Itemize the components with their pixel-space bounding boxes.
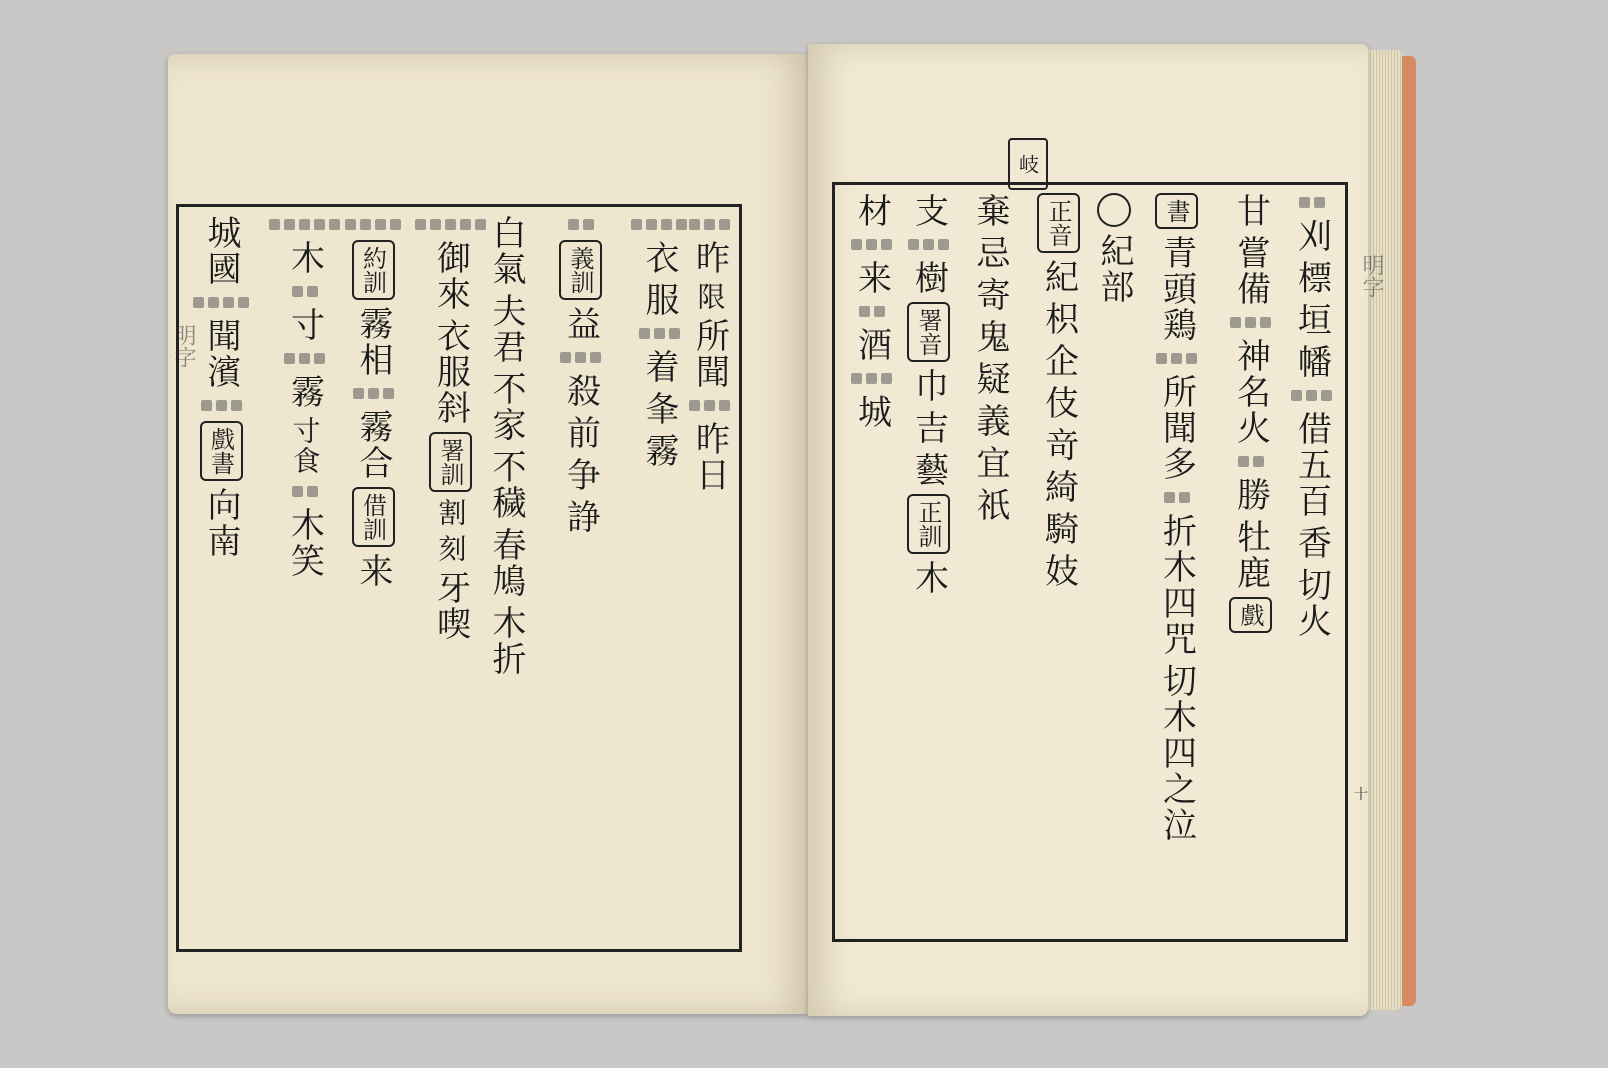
headword: 衣服斜 — [430, 318, 471, 426]
headword: 勝 — [1230, 477, 1271, 513]
annotation-glyphs — [1156, 353, 1197, 364]
category-label: 戲 — [1229, 597, 1272, 633]
headword: 霧 — [284, 374, 325, 410]
headword: 諍 — [560, 499, 601, 535]
headword: 所聞 — [689, 318, 730, 390]
headword: 刻 — [434, 534, 468, 564]
headword: 支 — [908, 193, 949, 229]
headword: 切木四之泣 — [1156, 663, 1197, 843]
headword: 城 — [851, 394, 892, 430]
left-column-6 — [559, 207, 602, 957]
left-text-frame — [176, 204, 742, 952]
annotation-glyphs — [1164, 492, 1190, 503]
headword: 服 — [639, 282, 679, 318]
headword: 昨 — [689, 240, 730, 276]
right-column-3 — [970, 185, 1010, 947]
annotation-glyphs — [1291, 390, 1332, 401]
annotation-glyphs — [345, 219, 401, 230]
category-label: 戲書 — [200, 421, 243, 481]
category-label: 借訓 — [352, 487, 395, 547]
category-label: 正訓 — [907, 494, 950, 554]
page-number: 十 — [1354, 787, 1368, 803]
right-column-6 — [1155, 185, 1198, 947]
headword: 寄 — [970, 277, 1010, 313]
headword: 伎 — [1038, 385, 1079, 421]
left-column-4 — [415, 207, 486, 957]
page-edges — [1368, 50, 1402, 1010]
annotation-glyphs — [631, 219, 687, 230]
headword: 殺 — [560, 373, 601, 409]
headword: 吉 — [908, 410, 949, 446]
headword: 宜 — [970, 445, 1010, 481]
headword: 城國 — [201, 215, 241, 287]
headword: 妓 — [1038, 553, 1079, 589]
page-tab: 岐 — [1008, 138, 1048, 190]
open-book — [158, 36, 1468, 1032]
headword: 夆 — [639, 391, 679, 427]
annotation-glyphs — [292, 486, 318, 497]
headword: 争 — [560, 457, 601, 493]
headword: 義 — [970, 403, 1010, 439]
headword: 白氣 — [486, 215, 526, 287]
annotation-glyphs — [269, 219, 340, 230]
headword: 鬼 — [970, 319, 1010, 355]
headword: 酒 — [851, 327, 892, 363]
headword: 樹 — [908, 260, 949, 296]
headword: 枳 — [1038, 301, 1079, 337]
annotation-glyphs — [353, 388, 394, 399]
left-column-7 — [631, 207, 687, 957]
headword: 聞濱 — [201, 318, 241, 390]
headword: 向南 — [201, 487, 241, 559]
category-label: 署音 — [907, 302, 950, 362]
annotation-glyphs — [689, 400, 730, 411]
headword: 垣 — [1291, 302, 1332, 338]
left-column-1 — [193, 207, 249, 957]
section-title: 紀部 — [1094, 233, 1134, 305]
headword: 棄 — [970, 193, 1010, 229]
headword: 霧 — [639, 433, 679, 469]
headword: 青頭鶏 — [1156, 235, 1197, 343]
category-label: 約訓 — [352, 240, 395, 300]
headword: 所聞多 — [1156, 374, 1197, 482]
left-column-8 — [689, 207, 730, 957]
headword: 着 — [639, 349, 679, 385]
right-text-frame — [832, 182, 1348, 942]
headword: 木 — [908, 560, 949, 596]
annotation-glyphs — [689, 219, 730, 230]
headword: 春鳩 — [486, 527, 526, 599]
annotation-glyphs — [292, 286, 318, 297]
headword: 巾 — [908, 368, 949, 404]
right-column-4 — [1037, 185, 1080, 947]
annotation-glyphs — [851, 373, 892, 384]
headword: 限 — [693, 282, 727, 312]
headword: 御來 — [430, 240, 471, 312]
headword: 霧相 — [353, 306, 393, 378]
headword: 切火 — [1291, 567, 1332, 639]
annotation-glyphs — [560, 352, 601, 363]
headword: 標 — [1291, 260, 1332, 296]
headword: 藝 — [908, 452, 949, 488]
headword: 寸 — [284, 307, 325, 343]
right-column-7 — [1229, 185, 1272, 947]
right-column-5 — [1094, 185, 1134, 947]
headword: 甘 — [1230, 193, 1271, 229]
right-column-8 — [1291, 185, 1332, 947]
headword: 忌 — [970, 235, 1010, 271]
headword: 木 — [284, 240, 325, 276]
category-label: 書 — [1155, 193, 1198, 229]
annotation-glyphs — [193, 297, 249, 308]
headword: 来 — [851, 260, 892, 296]
headword: 材 — [851, 193, 892, 229]
headword: 香 — [1291, 525, 1332, 561]
annotation-glyphs — [1238, 456, 1264, 467]
headword: 折木四咒 — [1156, 513, 1197, 657]
annotation-glyphs — [568, 219, 594, 230]
right-column-1 — [851, 185, 892, 947]
headword: 嘗備 — [1230, 235, 1271, 307]
headword: 木折 — [486, 605, 526, 677]
annotation-glyphs — [908, 239, 949, 250]
headword: 借五百 — [1291, 411, 1332, 519]
annotation-glyphs — [1299, 197, 1325, 208]
annotation-glyphs — [201, 400, 242, 411]
headword: 疑 — [970, 361, 1010, 397]
annotation-glyphs — [851, 239, 892, 250]
headword: 紀 — [1038, 259, 1079, 295]
headword: 神名火 — [1230, 338, 1271, 446]
headword: 牡鹿 — [1230, 519, 1271, 591]
right-page — [808, 44, 1384, 1016]
headword: 企 — [1038, 343, 1079, 379]
headword: 衣 — [639, 240, 679, 276]
headword: 木笑 — [284, 507, 325, 579]
headword: 竒 — [1038, 427, 1079, 463]
headword: 不穢 — [486, 449, 526, 521]
headword: 寸食 — [288, 416, 322, 476]
left-column-3 — [345, 207, 401, 957]
headword: 来 — [353, 553, 393, 589]
annotation-glyphs — [859, 306, 885, 317]
section-circle — [1097, 193, 1131, 227]
annotation-glyphs — [1230, 317, 1271, 328]
headword: 不家 — [486, 371, 526, 443]
headword: 祇 — [970, 487, 1010, 523]
right-column-2 — [907, 185, 950, 947]
left-side-label: 明字 — [171, 324, 196, 368]
annotation-glyphs — [415, 219, 486, 230]
annotation-glyphs — [639, 328, 680, 339]
left-column-2 — [269, 207, 340, 957]
annotation-glyphs — [284, 353, 325, 364]
headword: 前 — [560, 415, 601, 451]
headword: 割 — [434, 498, 468, 528]
category-label: 署訓 — [429, 432, 472, 492]
headword: 牙喫 — [430, 570, 471, 642]
headword: 騎 — [1038, 511, 1079, 547]
category-label: 義訓 — [559, 240, 602, 300]
category-label: 正音 — [1037, 193, 1080, 253]
book-cover-edge — [1402, 56, 1416, 1006]
left-page — [168, 54, 808, 1014]
left-column-5 — [486, 207, 526, 957]
headword: 昨日 — [689, 421, 730, 493]
headword: 夫君 — [486, 293, 526, 365]
headword: 刈 — [1291, 218, 1332, 254]
right-side-label: 明字 — [1359, 254, 1384, 298]
headword: 霧合 — [353, 409, 393, 481]
headword: 綺 — [1038, 469, 1079, 505]
headword: 幡 — [1291, 344, 1332, 380]
headword: 益 — [560, 306, 601, 342]
